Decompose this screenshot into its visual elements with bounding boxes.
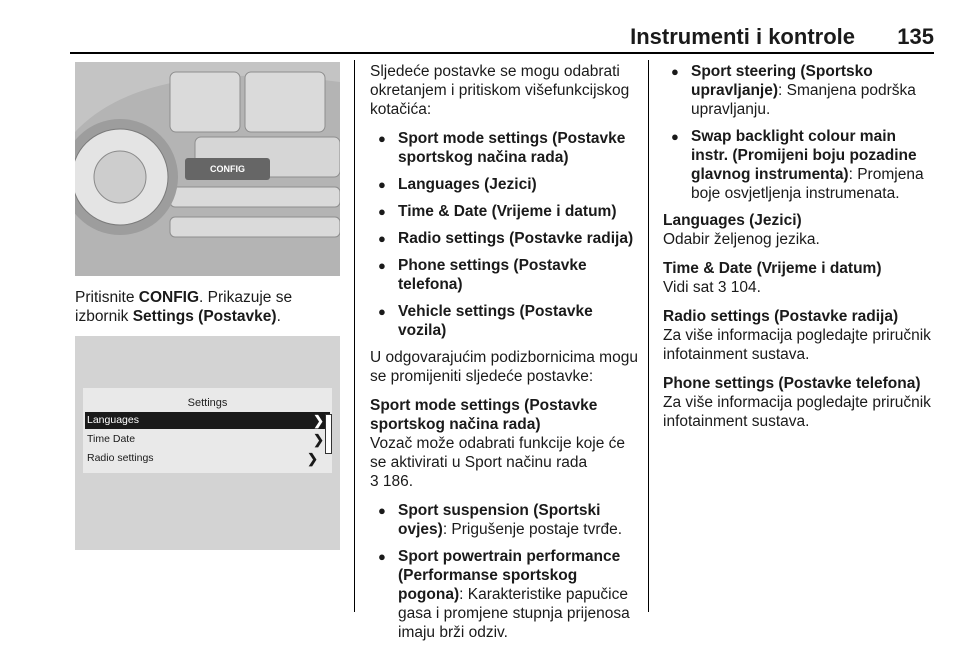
page-number: 135 [897,24,934,49]
section-heading: Sport mode settings (Postavke sportskog načina rada) [370,397,598,433]
section-body: Za više informacija pogledajte priručnik infotainment sustava. [663,327,931,363]
display-row-label: Radio settings [87,452,154,464]
section-heading: Time & Date (Vrijeme i datum) [663,260,882,277]
chevron-right-icon: ❯ [307,451,318,466]
item-label: Sport powertrain performance (Performanse sportskog pogona) [398,548,621,603]
settings-list [370,129,638,340]
list-item [370,175,638,194]
chapter-title: Instrumenti i kontrole [630,24,855,49]
item-label: Vehicle settings (Postavke vozila) [398,303,593,339]
item-label: Sport mode settings (Postavke sportskog načina rada) [398,130,626,166]
list-item [370,256,638,294]
header-rule [70,52,934,54]
column-1 [75,62,340,550]
section-body: Za više informacija pogledajte priručnik infotainment sustava. [663,394,931,430]
list-item [663,62,933,119]
section [663,211,933,249]
list-item [370,302,638,340]
item-label: Phone settings (Postavke telefona) [398,257,587,293]
scrollbar [325,414,332,454]
item-desc: : Prigušenje postaje tvrđe. [442,521,623,538]
config-label: CONFIG [210,164,245,174]
column-3 [663,62,933,441]
text: . [276,308,281,325]
item-desc: : Promjena boje osvjetljenja instrumenata. [691,166,924,202]
section-heading: Radio settings (Postavke radija) [663,308,899,325]
chevron-right-icon: ❯ [313,432,324,447]
column-divider [354,60,355,612]
display-row [85,450,330,467]
section [663,259,933,297]
item-label: Sport steering (Sportsko upravljanje) [691,63,873,99]
section [663,374,933,431]
column-divider [648,60,649,612]
section-body: Odabir željenog jezika. [663,231,820,248]
list-item [370,129,638,167]
sport-options-list [370,501,638,642]
bold-text: Settings (Postavke) [132,308,277,325]
item-desc: : Karakteristike papučice gasa i promjene stupnja prijenosa imaju brži odziv. [398,586,630,641]
config-paragraph [75,288,340,326]
page-reference: 3 186. [370,473,414,490]
item-label: Languages (Jezici) [398,176,537,193]
item-label: Swap backlight colour main instr. (Promijeni boju pozadine glavnog instrumenta) [691,128,917,183]
config-button-photo [75,62,340,276]
display-row-label: Time Date [87,433,136,445]
text: . Prikazuje se izbornik [75,289,293,325]
section-body: Vidi sat 3 104. [663,279,761,296]
column-2 [370,62,638,650]
item-label: Radio settings (Postavke radija) [398,230,634,247]
item-desc: : Smanjena podrška upravljanju. [691,82,916,118]
section-heading: Languages (Jezici) [663,212,802,229]
section [663,307,933,364]
list-item [370,229,638,248]
text: Pritisnite [75,289,139,306]
chevron-right-icon: ❯ [313,413,324,428]
text: Vozač može odabrati funkcije koje će se aktivirati u Sport načinu rada [370,435,626,471]
list-item [663,127,933,203]
settings-screen-image [75,336,340,550]
intro-paragraph: Sljedeće postavke se mogu odabrati okretanjem i pritiskom višefunkcijskog kotačića: [370,63,630,118]
list-item [370,547,638,642]
list-item [370,501,638,539]
settings-display [83,388,332,473]
list-item [370,202,638,221]
item-label: Time & Date (Vrijeme i datum) [398,203,617,220]
display-title: Settings [187,397,228,409]
submenu-paragraph: U odgovarajućim podizbornicima mogu se promijeniti sljedeće postavke: [370,349,638,385]
display-row [85,412,330,429]
section-heading: Phone settings (Postavke telefona) [663,375,921,392]
display-row [85,431,330,448]
section-body [370,434,638,491]
page-header [0,0,960,60]
bold-text: CONFIG [138,289,200,306]
item-label: Sport suspension (Sportski ovjes) [398,502,601,538]
display-row-label: Languages [87,414,139,426]
sport-options-list-cont [663,62,933,203]
